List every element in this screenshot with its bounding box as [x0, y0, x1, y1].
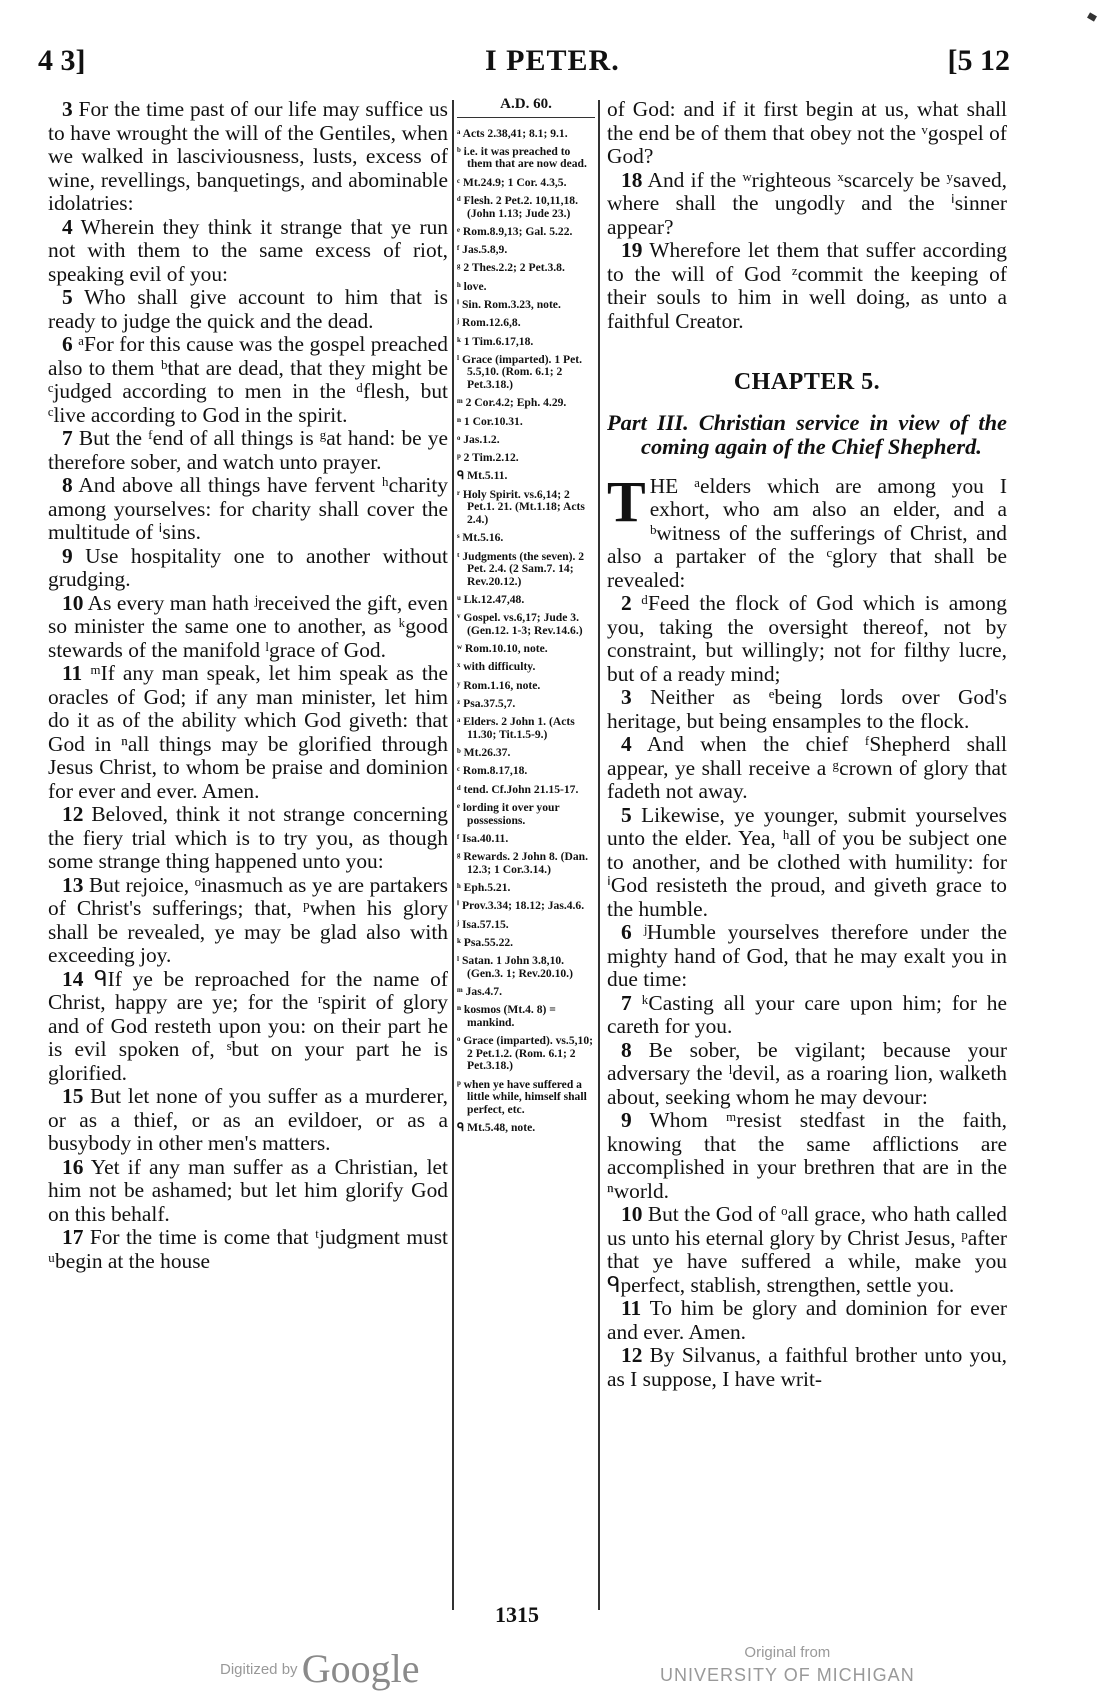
header-left: 4 3] — [38, 44, 86, 77]
verse — [48, 874, 448, 968]
scan-mark — [1087, 12, 1097, 21]
verse — [607, 992, 1007, 1039]
header-right: [5 12 — [947, 44, 1010, 77]
column-divider-left — [452, 100, 454, 1610]
margin-note: ᑫ Mt.5.11. — [457, 469, 508, 483]
margin-references — [457, 98, 595, 1140]
margin-note: ᶻ Psa.37.5,7. — [457, 696, 516, 710]
verse — [607, 1039, 1007, 1110]
verse — [48, 803, 448, 874]
margin-note: ᵘ Lk.12.47,48. — [457, 592, 525, 606]
verse-text: Likewise, ye younger, submit yourselves unto the elder. Yea, ʰall of you be subject one to another, and be clothed with humility: for ⁱGod resisteth the proud, and giveth grace to the humble. — [607, 802, 1007, 921]
margin-note: ᵃ Acts 2.38,41; 8.1; 9.1. — [457, 126, 568, 140]
verse-number: 9 — [621, 1108, 632, 1132]
verse-number: 18 — [621, 167, 643, 192]
column-divider-right — [598, 100, 600, 1610]
margin-note: ᵛ Gospel. vs.6,17; Jude 3. (Gen.12. 1-3; Rev.14.6.) — [457, 611, 583, 637]
verse-number: 7 — [62, 426, 73, 450]
verse-text: But rejoice, ᵒinasmuch as ye are partakers of Christ's sufferings; that, ᵖwhen his glory shall be revealed, ye may be glad also with exceeding joy. — [48, 872, 448, 967]
book-title: I PETER. — [485, 44, 620, 77]
verse-text: Who shall give account to him that is ready to judge the quick and the dead. — [48, 285, 448, 333]
verse — [607, 1344, 1007, 1391]
margin-note: ʰ love. — [457, 279, 487, 293]
verse — [48, 333, 448, 427]
verse — [607, 239, 1007, 333]
chapter-5-verses — [607, 592, 1007, 1391]
verse-number: 11 — [621, 1296, 642, 1320]
verse-text: By Silvanus, a faithful brother unto you, as I suppose, I have writ- — [607, 1343, 1007, 1391]
verse-number: 5 — [62, 285, 73, 309]
chapter-4-end-verses — [607, 169, 1007, 334]
margin-note: ᵐ 2 Cor.4.2; Eph. 4.29. — [457, 396, 567, 410]
margin-note: ᶜ Mt.24.9; 1 Cor. 4.3,5. — [457, 175, 567, 189]
margin-note: ⁿ kosmos (Mt.4. 8) = mankind. — [457, 1003, 556, 1029]
verse-text: Wherefore let them that suffer according to the will of God ᶻcommit the keeping of their souls to him in well doing, as unto a faithful Creator. — [607, 238, 1007, 333]
margin-date: A.D. 60. — [457, 98, 595, 118]
verse-text: ᑫIf ye be reproached for the name of Christ, happy are ye; for the ʳspirit of glory and of God resteth upon you: on their part he is evil spoken of, ˢbut on your part he is glorified. — [48, 966, 448, 1085]
verse-text: And when the chief ᶠShepherd shall appear, ye shall receive a ᵍcrown of glory that fadeth not away. — [607, 732, 1007, 803]
verse-text: Whom ᵐresist stedfast in the faith, knowing that the same afflictions are accomplished in your brethren that are in the ⁿworld. — [607, 1108, 1007, 1203]
verse-number: 13 — [62, 872, 84, 897]
verse-number: 10 — [621, 1202, 643, 1226]
margin-note: ᶜ Rom.8.17,18. — [457, 764, 528, 778]
verse — [607, 921, 1007, 992]
margin-note: ʲ Isa.57.15. — [457, 917, 509, 931]
drop-cap: T — [607, 468, 646, 534]
verse-text: ʲHumble yourselves therefore under the mighty hand of God, that he may exalt you in due time: — [607, 920, 1007, 991]
verse-number: 7 — [621, 990, 632, 1015]
margin-note: ʰ Eph.5.21. — [457, 881, 511, 894]
margin-note: ˢ Mt.5.16. — [457, 531, 504, 545]
verse-number: 10 — [62, 590, 84, 615]
verse-number: 19 — [621, 238, 643, 262]
margin-note: ʳ Holy Spirit. vs.6,14; 2 Pet.1. 21. (Mt.1.18; Acts 2.4.) — [457, 487, 585, 526]
verse-text: To him be glory and dominion for ever and ever. Amen. — [607, 1296, 1007, 1344]
verse-number: 6 — [621, 920, 632, 944]
verse — [48, 427, 448, 474]
verse-text: And above all things have fervent ʰcharity among yourselves: for charity shall cover the multitude of ⁱsins. — [48, 473, 448, 544]
verse-text: ᵃFor for this cause was the gospel preached also to them ᵇthat are dead, that they might be ᶜjudged according to men in the ᵈflesh, but ᶜlive according to God in the spirit. — [48, 332, 448, 427]
margin-note: ⁱ Prov.3.34; 18.12; Jas.4.6. — [457, 899, 585, 913]
margin-note: ⁿ 1 Cor.10.31. — [457, 414, 523, 428]
verse — [607, 1297, 1007, 1344]
margin-note: ᶠ Jas.5.8,9. — [457, 243, 508, 257]
margin-note: ˡ Grace (imparted). 1 Pet. 5.5,10. (Rom. 6.1; 2 Pet.3.18.) — [457, 352, 583, 392]
margin-note: ʸ Rom.1.16, note. — [457, 678, 541, 692]
digitized-by — [220, 1645, 419, 1692]
verse — [607, 1109, 1007, 1203]
verse-number: 2 — [621, 591, 632, 615]
verse-text: But the God of ᵒall grace, who hath called us unto his eternal glory by Christ Jesus, ᵖafter that ye have suffered a while, make you ᑫperfect, stablish, strengthen, settle you. — [607, 1202, 1007, 1297]
margin-note: ᵇ i.e. it was preached to them that are now dead. — [457, 144, 587, 171]
verse-number: 12 — [621, 1343, 643, 1367]
verse — [48, 286, 448, 333]
verse — [607, 1203, 1007, 1297]
verse-number: 8 — [62, 473, 73, 497]
margin-note: ʷ Rom.10.10, note. — [457, 642, 548, 656]
verse-number: 3 — [621, 685, 632, 709]
margin-note: ⁱ Sin. Rom.3.23, note. — [457, 298, 561, 312]
margin-note: ᵍ Rewards. 2 John 8. (Dan. 12.3; 1 Cor.3.14.) — [457, 850, 588, 876]
margin-note: ᵈ Flesh. 2 Pet.2. 10,11,18. (John 1.13; Jude 23.) — [457, 194, 578, 220]
verse-text: But let none of you suffer as a murderer, or as a thief, or as an evildoer, or as a busybody in other men's matters. — [48, 1084, 448, 1155]
margin-note: ᵉ Rom.8.9,13; Gal. 5.22. — [457, 224, 573, 238]
verse-text: Be sober, be vigilant; because your adversary the ˡdevil, as a roaring lion, walketh about, seeking whom he may devour: — [607, 1037, 1007, 1109]
verse-number: 14 — [62, 966, 84, 991]
verse-number: 5 — [621, 802, 632, 827]
digitized-label: Digitized by — [220, 1661, 298, 1678]
verse-text: As every man hath ʲreceived the gift, even so minister the same one to another, as ᵏgood stewards of the manifold ˡgrace of God. — [48, 590, 448, 662]
margin-note: ᵐ Jas.4.7. — [457, 985, 502, 998]
google-logo: Google — [301, 1646, 420, 1691]
verse-number: 4 — [62, 214, 73, 239]
margin-note: ˣ with difficulty. — [457, 660, 536, 674]
page-header — [30, 44, 1010, 84]
verse — [48, 662, 448, 803]
verse — [607, 592, 1007, 686]
verse-text: Use hospitality one to another without grudging. — [48, 543, 448, 591]
verse-text: Yet if any man suffer as a Christian, let him not be ashamed; but let him glorify God on this behalf. — [48, 1154, 448, 1226]
continuation-text: of God: and if it first begin at us, what shall the end be of them that obey not the ᵛgospel of God? — [607, 97, 1007, 168]
verse — [48, 474, 448, 545]
verse-number: 12 — [62, 802, 84, 826]
verse-number: 3 — [62, 97, 73, 121]
verse — [48, 1085, 448, 1156]
left-column — [48, 98, 448, 1273]
margin-note: ˡ Satan. 1 John 3.8,10. (Gen.3. 1; Rev.20.10.) — [457, 954, 573, 980]
margin-notes — [457, 128, 595, 1135]
verse-number: 16 — [62, 1154, 84, 1179]
right-column — [607, 98, 1007, 1391]
margin-note: ᵍ 2 Thes.2.2; 2 Pet.3.8. — [457, 261, 565, 275]
margin-note: ᵗ Judgments (the seven). 2 Pet. 2.4. (2 Sam.7. 14; Rev.20.12.) — [457, 549, 585, 588]
margin-note: ᵇ Mt.26.37. — [457, 746, 511, 760]
verse — [607, 686, 1007, 733]
verse-number: 11 — [62, 661, 83, 685]
margin-note: ᵏ 1 Tim.6.17,18. — [457, 334, 534, 348]
verse — [48, 1156, 448, 1227]
margin-note: ᶠ Isa.40.11. — [457, 831, 509, 845]
university-label: UNIVERSITY OF MICHIGAN — [660, 1665, 915, 1685]
verse-text: For the time is come that ᵗjudgment must ᵘbegin at the house — [48, 1225, 448, 1273]
margin-note: ᵏ Psa.55.22. — [457, 935, 514, 949]
chapter-heading: CHAPTER 5. — [733, 369, 881, 395]
margin-note: ʲ Rom.12.6,8. — [457, 316, 521, 330]
verse-text: ᵈFeed the flock of God which is among you, taking the oversight thereof, not by constraint, but willingly; not for filthy lucre, but of a ready mind; — [607, 591, 1007, 686]
page-number: 1315 — [495, 1602, 539, 1627]
part-heading: Part III. Christian service in view of the coming again of the Chief Shepherd. — [607, 409, 1007, 459]
verse-text: ᵏCasting all your care upon him; for he careth for you. — [607, 990, 1007, 1038]
margin-note: ᵒ Jas.1.2. — [457, 432, 500, 446]
verse — [48, 545, 448, 592]
margin-note: ᵖ 2 Tim.2.12. — [457, 451, 519, 465]
verse-number: 4 — [621, 732, 632, 756]
verse-number: 8 — [621, 1037, 632, 1062]
verse-number: 9 — [62, 543, 73, 568]
verse-1-text: HE ᵃelders which are among you I exhort, who am also an elder, and a ᵇwitness of the sufferings of Christ, and also a partaker of the ᶜglory that shall be revealed: — [607, 473, 1007, 592]
verse-text: ᵐIf any man speak, let him speak as the oracles of God; if any man minister, let him do it as of the ability which God giveth: that God in ⁿall things may be glorified through Jesus Christ, to whom be praise and dominion for ever and ever. Amen. — [48, 661, 448, 803]
verse — [48, 216, 448, 287]
verse-text: Beloved, think it not strange concerning the fiery trial which is to try you, as though some strange thing happened unto you: — [48, 802, 448, 873]
margin-note: ᵃ Elders. 2 John 1. (Acts 11.30; Tit.1.5-9.) — [457, 715, 575, 741]
original-from — [660, 1642, 915, 1686]
chapter-5-verse-1 — [607, 468, 1007, 593]
original-from-label: Original from — [744, 1644, 831, 1661]
verse-text: And if the ʷrighteous ˣscarcely be ʸsaved, where shall the ungodly and the ⁱsinner appear? — [607, 167, 1007, 239]
verse-text: For the time past of our life may suffice us to have wrought the will of the Gentiles, when we walked in lasciviousness, lusts, excess of wine, revellings, banquetings, and abominable idolatries: — [48, 97, 448, 215]
margin-note: ᵉ lording it over your possessions. — [457, 800, 560, 827]
verse — [48, 968, 448, 1086]
verse — [48, 592, 448, 663]
verse — [48, 98, 448, 216]
verse-number: 17 — [62, 1225, 84, 1249]
margin-note: ᑫ Mt.5.48, note. — [457, 1121, 536, 1135]
verse — [48, 1226, 448, 1273]
verse — [607, 169, 1007, 240]
verse-number: 15 — [62, 1084, 84, 1108]
margin-note: ᵈ tend. Cf.John 21.15-17. — [457, 782, 579, 796]
verse-number: 6 — [62, 332, 73, 356]
verse-text: But the ᶠend of all things is ᵍat hand: be ye therefore sober, and watch unto prayer. — [48, 426, 448, 474]
verse-text: Neither as ᵉbeing lords over God's heritage, but being ensamples to the flock. — [607, 685, 1007, 733]
verse — [607, 733, 1007, 804]
margin-note: ᵖ when ye have suffered a little while, himself shall perfect, etc. — [457, 1077, 587, 1116]
verse — [607, 804, 1007, 922]
margin-note: ᵒ Grace (imparted). vs.5,10; 2 Pet.1.2. (Rom. 6.1; 2 Pet.3.18.) — [457, 1034, 593, 1073]
verse-text: Wherein they think it strange that ye run not with them to the same excess of riot, speaking evil of you: — [48, 214, 448, 286]
